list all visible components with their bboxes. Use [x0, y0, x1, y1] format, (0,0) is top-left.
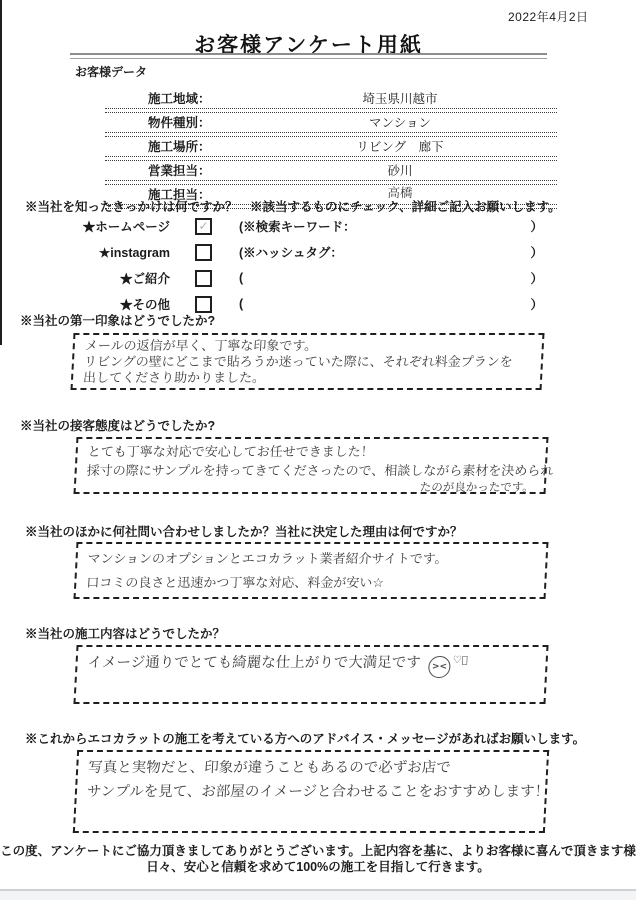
title-divider: [70, 53, 547, 59]
handwritten-line: 出してくださり助かりました。: [82, 371, 266, 386]
table-row: [105, 113, 557, 131]
row-value: 砂川: [387, 164, 413, 178]
row-label: 施工場所：: [148, 140, 211, 154]
referral-option-homepage: [50, 213, 545, 239]
table-row: [105, 161, 557, 179]
detail-suffix: ）: [530, 298, 543, 312]
row-value: マンション: [369, 116, 431, 130]
handwritten-line: リビングの壁にどこまで貼ろうか迷っていた際に、それぞれ料金プランを: [83, 355, 514, 370]
checkbox-unchecked: [195, 270, 212, 287]
question-decision-reason: ※当社のほかに何社問い合わせしましたか？当社に決定した理由は何ですか？: [25, 525, 463, 539]
handwritten-line: サンプルを見て、お部屋のイメージと合わせることをおすすめします！: [86, 784, 550, 800]
referral-options: [50, 213, 545, 317]
handwritten-line: 口コミの良さと迅速かつ丁寧な対応、料金が安い☆: [85, 576, 385, 591]
detail-prefix: (: [239, 297, 244, 311]
table-row: [105, 137, 557, 155]
row-value-handwritten: 高橋: [387, 185, 413, 200]
hearts-icon: ♡ﾟ: [452, 655, 469, 666]
referral-option-introduction: [50, 265, 545, 291]
scan-edge-band-bottom: [0, 891, 636, 900]
row-label: 営業担当：: [148, 164, 211, 178]
option-label: ★その他: [119, 298, 170, 312]
handwritten-line: マンションのオプションとエコカラット業者紹介サイトです。: [87, 552, 449, 567]
row-label: 施工地域：: [148, 92, 211, 106]
question-construction-quality: ※当社の施工内容はどうでしたか？: [25, 627, 226, 641]
footer-line-2: 日々、安心と信頼を求めて100%の施工を目指して行きます。: [146, 860, 490, 874]
customer-data-table: [105, 89, 557, 209]
option-label: ★instagram: [99, 245, 170, 260]
handwritten-line-continued: たのが良かったです。: [419, 480, 535, 494]
handwritten-line: メールの返信が早く、丁寧な印象です。: [84, 339, 318, 354]
detail-suffix: ）: [530, 220, 543, 234]
checkbox-unchecked: [195, 296, 212, 313]
scan-edge-artifact-left: [0, 0, 2, 345]
answer-box-service-attitude: [74, 437, 554, 494]
footer-thanks-message: [0, 843, 636, 875]
page-title: お客様アンケート用紙: [194, 34, 423, 57]
option-label: ★ご紹介: [119, 272, 170, 286]
handwritten-line: とても丁寧な対応で安心してお任せできました！: [87, 445, 375, 460]
row-value: リビング 廊下: [356, 140, 444, 154]
table-row: [105, 89, 557, 107]
handwritten-line: 採寸の際にサンプルを持ってきてくださったので、相談しながら素材を決められ: [86, 464, 554, 479]
row-label: 物件種別：: [148, 116, 211, 130]
smiley-face-icon: ><: [428, 656, 451, 678]
checkbox-unchecked: [195, 244, 212, 261]
customer-data-section-label: お客様データ: [75, 65, 148, 79]
detail-suffix: ）: [530, 272, 543, 286]
checkbox-checked: [195, 218, 212, 235]
detail-suffix: ）: [530, 246, 543, 260]
checkmark-icon: ✓: [198, 219, 209, 233]
row-value: 埼玉県川越市: [362, 92, 438, 106]
referral-question-heading: ※当社を知ったきっかけは何ですか？ ※該当するものにチェック、詳細ご記入お願いします。: [25, 200, 561, 214]
answer-box-advice-message: [73, 750, 549, 833]
referral-option-instagram: [50, 239, 545, 265]
answer-box-decision-reason: [74, 542, 549, 599]
question-service-attitude: ※当社の接客態度はどうでしたか?: [20, 419, 216, 433]
question-advice-message: ※これからエコカラットの施工を考えている方へのアドバイス・メッセージがあればお願いします。: [25, 732, 586, 746]
footer-line-1: この度、アンケートにご協力頂きましてありがとうございます。上記内容を基に、よりお客様に喜んで頂きます様: [0, 844, 636, 858]
detail-prefix: (: [239, 271, 244, 285]
handwritten-line: イメージ通りでとても綺麗な仕上がりで大満足です: [87, 655, 422, 671]
row-label: 施工担当：: [148, 188, 211, 202]
question-first-impression: ※当社の第一印象はどうでしたか?: [20, 314, 216, 328]
smiley-doodle: [428, 655, 468, 679]
detail-prefix: (※検索キーワード：: [239, 220, 356, 234]
option-label: ★ホームページ: [82, 220, 170, 234]
answer-box-first-impression: [71, 333, 545, 390]
answer-box-construction-quality: [73, 645, 548, 704]
detail-prefix: (※ハッシュタグ：: [239, 246, 343, 260]
document-date: 2022年4月2日: [508, 10, 589, 24]
handwritten-line: 写真と実物だと、印象が違うこともあるので必ずお店で: [87, 760, 452, 776]
